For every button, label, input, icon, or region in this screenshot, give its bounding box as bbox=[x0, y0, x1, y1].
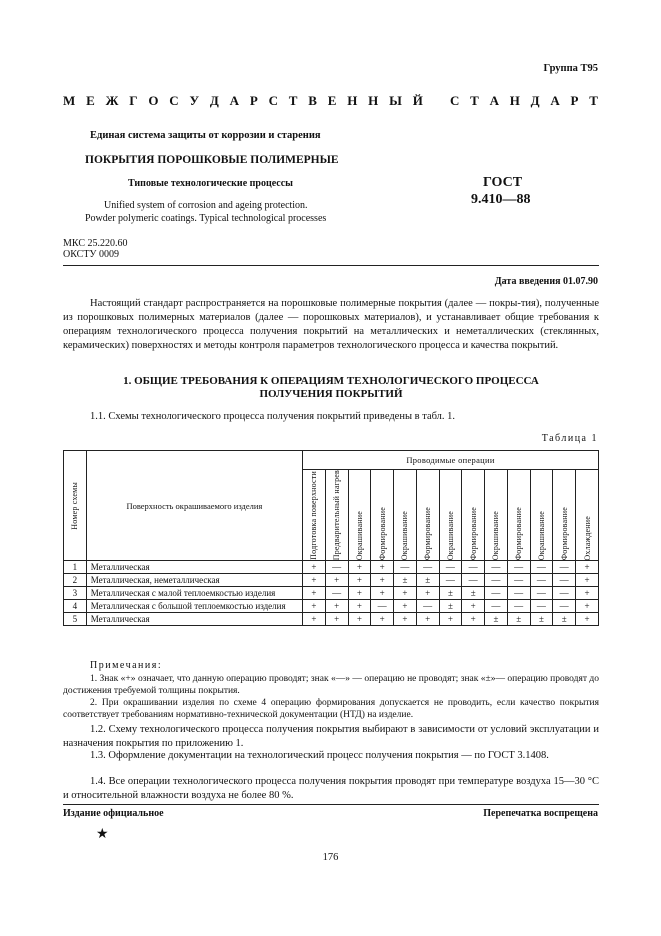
op-value-cell: — bbox=[462, 561, 485, 574]
mks-code: МКС 25.220.60 bbox=[63, 238, 128, 249]
banner-letter: В bbox=[308, 93, 317, 108]
star-icon: ★ bbox=[96, 827, 109, 842]
op-value-cell: — bbox=[553, 587, 576, 600]
surface-cell: Металлическая bbox=[86, 613, 302, 626]
effective-date: Дата введения 01.07.90 bbox=[494, 276, 598, 287]
op-value-cell: + bbox=[303, 574, 326, 587]
divider bbox=[63, 265, 599, 266]
op-value-cell: — bbox=[485, 561, 508, 574]
paragraph-1-3: 1.3. Оформление документации на технологический процесс получения покрытия — по ГОСТ 3.1408. bbox=[90, 750, 549, 761]
banner-letter: А bbox=[550, 93, 560, 108]
gost-number: 9.410—88 bbox=[471, 192, 531, 207]
op-value-cell: + bbox=[576, 587, 599, 600]
op-value-cell: — bbox=[507, 600, 530, 613]
op-header: Окрашивание bbox=[439, 470, 462, 561]
op-value-cell: + bbox=[303, 600, 326, 613]
op-header: Охлаждение bbox=[576, 470, 599, 561]
op-value-cell: + bbox=[416, 587, 439, 600]
col-surface-header: Поверхность окрашиваемого изделия bbox=[86, 451, 302, 561]
op-value-cell: + bbox=[462, 613, 485, 626]
op-value-cell: + bbox=[576, 561, 599, 574]
op-value-cell: — bbox=[416, 561, 439, 574]
op-value-cell: — bbox=[507, 574, 530, 587]
surface-cell: Металлическая bbox=[86, 561, 302, 574]
surface-cell: Металлическая с большой теплоемкостью изделия bbox=[86, 600, 302, 613]
banner-letter: Т bbox=[589, 93, 598, 108]
scheme-number: 1 bbox=[64, 561, 87, 574]
op-value-cell: + bbox=[576, 574, 599, 587]
op-value-cell: + bbox=[394, 587, 417, 600]
op-header: Формирование bbox=[507, 470, 530, 561]
op-value-cell: — bbox=[485, 574, 508, 587]
op-value-cell: — bbox=[485, 587, 508, 600]
op-value-cell: + bbox=[371, 587, 394, 600]
op-value-cell: + bbox=[303, 561, 326, 574]
banner-letter: У bbox=[189, 93, 200, 108]
table-row bbox=[64, 613, 599, 626]
table-row bbox=[64, 574, 599, 587]
op-header: Окрашивание bbox=[485, 470, 508, 561]
table-row bbox=[64, 600, 599, 613]
op-value-cell: — bbox=[530, 561, 553, 574]
banner-letter: С bbox=[450, 93, 460, 108]
banner-letter: Г bbox=[129, 93, 138, 108]
scheme-number: 5 bbox=[64, 613, 87, 626]
op-value-cell: — bbox=[485, 600, 508, 613]
banner-letter: Н bbox=[347, 93, 358, 108]
op-value-cell: ± bbox=[485, 613, 508, 626]
op-value-cell: + bbox=[416, 613, 439, 626]
op-value-cell: + bbox=[371, 574, 394, 587]
english-title-2: Powder polymeric coatings. Typical technological processes bbox=[85, 213, 327, 224]
section-heading bbox=[63, 375, 599, 401]
op-value-cell: — bbox=[439, 561, 462, 574]
banner-right bbox=[450, 93, 598, 109]
op-value-cell: — bbox=[553, 561, 576, 574]
page-number: 176 bbox=[322, 852, 339, 863]
op-value-cell: — bbox=[439, 574, 462, 587]
op-value-cell: ± bbox=[507, 613, 530, 626]
system-name: Единая система защиты от коррозии и старения bbox=[90, 130, 321, 141]
op-value-cell: + bbox=[325, 574, 348, 587]
document-title: ПОКРЫТИЯ ПОРОШКОВЫЕ ПОЛИМЕРНЫЕ bbox=[85, 154, 339, 166]
op-value-cell: ± bbox=[439, 600, 462, 613]
op-value-cell: ± bbox=[530, 613, 553, 626]
banner-letter: Д bbox=[530, 93, 540, 108]
op-value-cell: ± bbox=[553, 613, 576, 626]
op-value-cell: ± bbox=[394, 574, 417, 587]
op-value-cell: + bbox=[303, 613, 326, 626]
surface-cell: Металлическая с малой теплоемкостью изделия bbox=[86, 587, 302, 600]
op-value-cell: — bbox=[530, 587, 553, 600]
op-header: Подготовка поверхности bbox=[303, 470, 326, 561]
banner-letter: Ы bbox=[389, 93, 402, 108]
note-1: 1. Знак «+» означает, что данную операцию проводят; знак «—» — операцию не проводят; знак «±»— операцию проводят до достижения требуемой толщины покрытия. bbox=[63, 674, 599, 696]
scheme-number: 2 bbox=[64, 574, 87, 587]
english-title-1: Unified system of corrosion and ageing protection. bbox=[104, 200, 308, 211]
op-value-cell: — bbox=[325, 587, 348, 600]
note-2: 2. При окрашивании изделия по схеме 4 операцию формирования допускается не проводить, если качество покрытия соответствует требованиям нормативно-технической документации (НТД) на изделие. bbox=[63, 698, 599, 720]
op-value-cell: — bbox=[530, 600, 553, 613]
op-value-cell: + bbox=[439, 613, 462, 626]
operations-table bbox=[63, 450, 599, 626]
banner-letter: Р bbox=[249, 93, 258, 108]
group-label: Группа Т95 bbox=[543, 63, 598, 74]
col-scheme-header: Номер схемы bbox=[64, 451, 87, 561]
op-value-cell: ± bbox=[416, 574, 439, 587]
banner-letter: Е bbox=[327, 93, 337, 108]
op-value-cell: + bbox=[325, 600, 348, 613]
table-row bbox=[64, 587, 599, 600]
op-value-cell: — bbox=[553, 600, 576, 613]
banner-letter: Т bbox=[470, 93, 479, 108]
op-value-cell: + bbox=[348, 587, 371, 600]
op-value-cell: + bbox=[348, 574, 371, 587]
paragraph-1-1: 1.1. Схемы технологического процесса получения покрытий приведены в табл. 1. bbox=[90, 411, 456, 422]
notes-title: Примечания: bbox=[90, 660, 163, 671]
banner-letter: Т bbox=[288, 93, 298, 108]
op-value-cell: + bbox=[576, 600, 599, 613]
document-subtitle: Типовые технологические процессы bbox=[128, 178, 293, 189]
op-header: Предварительный нагрев bbox=[325, 470, 348, 561]
op-value-cell: — bbox=[462, 574, 485, 587]
op-value-cell: — bbox=[394, 561, 417, 574]
op-header: Окрашивание bbox=[394, 470, 417, 561]
official-edition: Издание официальное bbox=[63, 808, 164, 819]
section-heading-line1: 1. ОБЩИЕ ТРЕБОВАНИЯ К ОПЕРАЦИЯМ ТЕХНОЛОГИЧЕСКОГО ПРОЦЕССА bbox=[123, 375, 539, 387]
op-value-cell: + bbox=[462, 600, 485, 613]
banner-left bbox=[63, 93, 423, 109]
op-value-cell: + bbox=[394, 600, 417, 613]
paragraph-1-2: 1.2. Схему технологического процесса получения покрытия выбирают в зависимости от условий эксплуатации и назначения покрытия по приложению 1. bbox=[63, 724, 599, 749]
op-header: Формирование bbox=[416, 470, 439, 561]
banner-letter: А bbox=[489, 93, 499, 108]
footer-divider bbox=[63, 804, 599, 805]
okstu-code: ОКСТУ 0009 bbox=[63, 249, 120, 260]
standard-banner bbox=[63, 93, 598, 109]
table-caption: Таблица 1 bbox=[541, 433, 598, 444]
op-header: Окрашивание bbox=[530, 470, 553, 561]
banner-letter: Й bbox=[412, 93, 423, 108]
banner-letter: О bbox=[148, 93, 159, 108]
banner-letter: С bbox=[169, 93, 179, 108]
ops-group-header: Проводимые операции bbox=[303, 451, 599, 470]
banner-letter: М bbox=[63, 93, 76, 108]
intro-paragraph: Настоящий стандарт распространяется на порошковые полимерные покрытия (далее — покры-тия), полученные из порошковых полимерных материалов (далее — порошковых материалов), и устанавливает общие требования к операциям технологического процесса получения покрытий на металлических и неметаллических (стеклянных, керамических) поверхностях и методы контроля параметров технологического процесса и качества покрытий. bbox=[63, 298, 599, 351]
op-value-cell: — bbox=[416, 600, 439, 613]
op-value-cell: — bbox=[553, 574, 576, 587]
reprint-prohibited: Перепечатка воспрещена bbox=[483, 808, 598, 819]
banner-letter: Р bbox=[570, 93, 579, 108]
op-header: Формирование bbox=[371, 470, 394, 561]
op-value-cell: + bbox=[576, 613, 599, 626]
op-value-cell: + bbox=[348, 613, 371, 626]
op-value-cell: ± bbox=[439, 587, 462, 600]
op-value-cell: + bbox=[371, 613, 394, 626]
op-value-cell: + bbox=[303, 587, 326, 600]
banner-letter: С bbox=[268, 93, 278, 108]
op-value-cell: + bbox=[325, 613, 348, 626]
op-header: Формирование bbox=[553, 470, 576, 561]
paragraph-1-4: 1.4. Все операции технологического процесса получения покрытия проводят при температуре воздуха 15—30 °С и относительной влажности воздуха не более 80 %. bbox=[63, 776, 599, 801]
op-value-cell: — bbox=[371, 600, 394, 613]
op-value-cell: + bbox=[371, 561, 394, 574]
table-row bbox=[64, 561, 599, 574]
banner-letter: Д bbox=[209, 93, 219, 108]
op-value-cell: + bbox=[348, 561, 371, 574]
banner-letter: Н bbox=[509, 93, 520, 108]
op-value-cell: ± bbox=[462, 587, 485, 600]
surface-cell: Металлическая, неметаллическая bbox=[86, 574, 302, 587]
op-header: Окрашивание bbox=[348, 470, 371, 561]
op-value-cell: — bbox=[530, 574, 553, 587]
op-value-cell: + bbox=[348, 600, 371, 613]
op-value-cell: — bbox=[507, 587, 530, 600]
banner-letter: А bbox=[229, 93, 239, 108]
scheme-number: 4 bbox=[64, 600, 87, 613]
scheme-number: 3 bbox=[64, 587, 87, 600]
op-value-cell: — bbox=[507, 561, 530, 574]
gost-label: ГОСТ bbox=[483, 175, 523, 190]
banner-letter: Н bbox=[368, 93, 379, 108]
op-header: Формирование bbox=[462, 470, 485, 561]
op-value-cell: — bbox=[325, 561, 348, 574]
op-value-cell: + bbox=[394, 613, 417, 626]
banner-letter: Е bbox=[86, 93, 95, 108]
section-heading-line2: ПОЛУЧЕНИЯ ПОКРЫТИЙ bbox=[259, 388, 403, 400]
banner-letter: Ж bbox=[105, 93, 119, 108]
